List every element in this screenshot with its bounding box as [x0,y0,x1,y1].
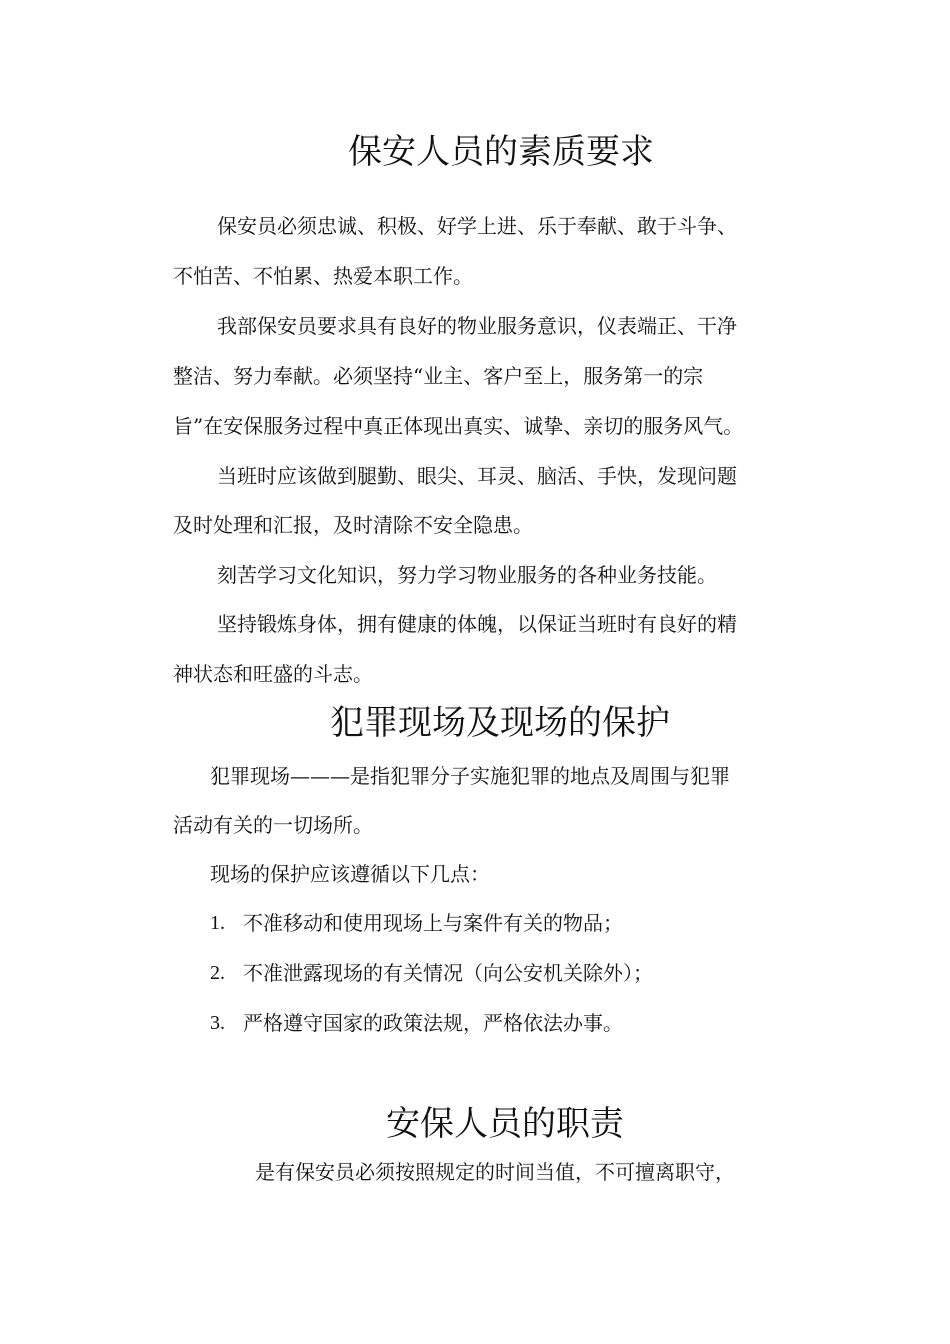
paragraph-line: 是有保安员必须按照规定的时间当值，不可擅离职守， [255,1160,735,1184]
paragraph-line: 旨”在安保服务过程中真正体现出真实、诚挚、亲切的服务风气。 [173,414,744,438]
section-title-duties: 安保人员的职责 [386,1104,624,1144]
list-item-number: 1. [210,912,225,934]
paragraph-line: 坚持锻炼身体，拥有健康的体魄，以保证当班时有良好的精 [217,612,737,636]
list-item-text: 不准泄露现场的有关情况（向公安机关除外）； [243,961,653,985]
list-item-text: 不准移动和使用现场上与案件有关的物品； [243,911,623,935]
section-title-crime-scene: 犯罪现场及现场的保护 [330,703,670,743]
paragraph-line: 刻苦学习文化知识，努力学习物业服务的各种业务技能。 [217,563,717,587]
paragraph-line: 整洁、努力奉献。必须坚持“业主、客户至上，服务第一的宗 [173,364,704,388]
paragraph-line: 神状态和旺盛的斗志。 [173,662,373,686]
paragraph-line: 不怕苦、不怕累、热爱本职工作。 [173,264,473,288]
paragraph-line: 犯罪现场———是指犯罪分子实施犯罪的地点及周围与犯罪 [210,764,730,788]
list-item-number: 2. [210,962,225,984]
paragraph-line: 我部保安员要求具有良好的物业服务意识，仪表端正、干净 [217,314,737,338]
paragraph-line: 及时处理和汇报，及时清除不安全隐患。 [173,513,533,537]
list-item-text: 严格遵守国家的政策法规，严格依法办事。 [243,1011,623,1035]
section-title-quality: 保安人员的素质要求 [348,132,654,172]
paragraph-line: 保安员必须忠诚、积极、好学上进、乐于奉献、敢于斗争、 [217,214,737,238]
paragraph-line: 当班时应该做到腿勤、眼尖、耳灵、脑活、手快，发现问题 [217,464,737,488]
paragraph-line: 活动有关的一切场所。 [173,813,373,837]
paragraph-line: 现场的保护应该遵循以下几点： [210,862,490,886]
list-item-number: 3. [210,1012,225,1034]
